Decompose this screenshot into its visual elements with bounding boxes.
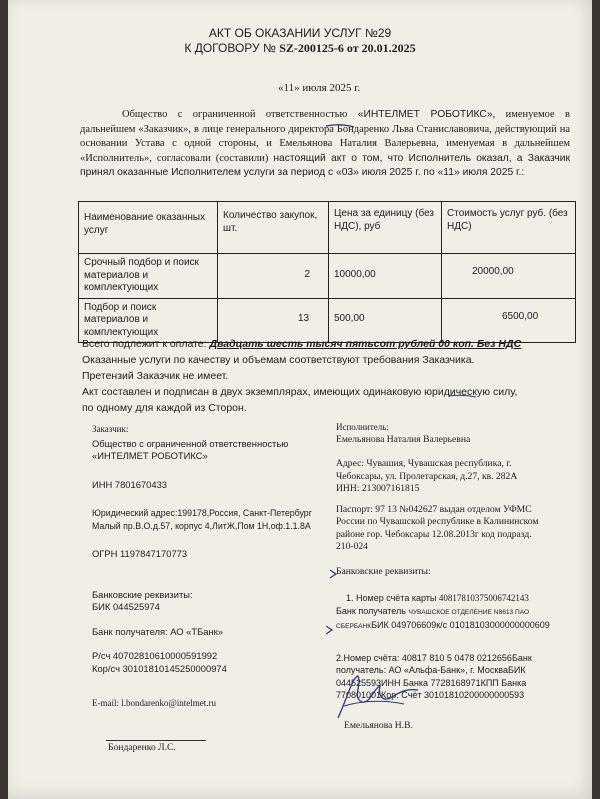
customer-ogrn: ОГРН 1197847170773 bbox=[92, 548, 188, 559]
table-header-cell: Стоимость услуг руб. (без НДС) bbox=[442, 202, 576, 254]
bank-card-line: 1. Номер счёта карты 40817810375006742143 bbox=[346, 593, 529, 603]
customer-recipient: Банк получателя: АО «ТБанк» bbox=[92, 625, 223, 637]
contractor-heading: Исполнитель: bbox=[336, 422, 389, 432]
quality-line: Оказанные услуги по качеству и объемам соответствуют требования Заказчика. bbox=[82, 354, 475, 366]
customer-email: E-mail: l.bondarenko@intelmet.ru bbox=[92, 698, 217, 708]
claims-line: Претензий Заказчик не имеет. bbox=[82, 370, 229, 382]
qty-cell: 2 bbox=[218, 254, 329, 299]
contractor-address: Адрес: Чувашия, Чувашская республика, г. Чебоксары, ул. Пролетарская, д.27, кв. 282А ИНН: 213007161815 bbox=[336, 458, 518, 494]
copies-line: Акт составлен и подписан в двух экземплярах, имеющих одинаковую юридическую силу, по одному для каждой из Сторон. bbox=[82, 386, 518, 414]
doc-date: «11» июля 2025 г. bbox=[278, 82, 361, 94]
qty-cell: 13 bbox=[218, 298, 329, 343]
customer-account: Р/сч 40702810610000591992 bbox=[92, 650, 218, 661]
customer-bik: БИК 044525974 bbox=[92, 601, 160, 612]
customer-bank-heading: Банковские реквизиты: bbox=[92, 588, 193, 600]
total-cell: 20000,00 bbox=[442, 254, 576, 299]
service-name-cell: Срочный подбор и поиск материалов и комплектующих bbox=[79, 254, 218, 299]
contractor-name: Емельянова Наталия Валерьевна bbox=[336, 433, 471, 445]
contractor-signatory: Емельянова Н.В. bbox=[344, 720, 413, 731]
intro-paragraph: Общество с ограниченной ответственностью «ИНТЕЛМЕТ РОБОТИКС», именуемое в дальнейшем «Заказчик», в лице генерального директора Бондаренко Льва Станиславовича, действующий на основании Устава с одной стороны, и Емельянова Наталия Валерьевна, именуемая в дальнейшем «Исполнитель», согласовали (составили) настоящий акт о том, что Исполнитель оказал, а Заказчик принял оказанные Исполнителем услуги за период с «03» июля 2025 г. по «11» июля 2025 г.: bbox=[80, 109, 571, 178]
doc-title: АКТ ОБ ОКАЗАНИИ УСЛУГ №29 bbox=[208, 26, 392, 40]
price-cell: 500,00 bbox=[329, 298, 442, 343]
bank1-line: Банк получатель ЧУВАШСКОЕ ОТДЕЛЕНИЕ N8613 ПАО СБЕРБАНКБИК 049706609к/с 01018103000000000609 bbox=[336, 605, 550, 630]
total-line: Всего подлежит к оплате: Двадцать шесть тысяч пятьсот рублей 00 коп. Без НДС bbox=[82, 338, 522, 350]
customer-corr-account: Кор/сч 30101810145250000974 bbox=[92, 662, 227, 674]
customer-inn: ИНН 7801670433 bbox=[92, 478, 168, 490]
contractor-bank-heading: Банковские реквизиты: bbox=[336, 565, 431, 577]
table-header-cell: Наименование оказанных услуг bbox=[79, 202, 218, 254]
table-header-cell: Цена за единицу (без НДС), руб bbox=[329, 202, 442, 254]
doc-contract: К ДОГОВОРУ № SZ-200125-6 от 20.01.2025 bbox=[184, 41, 416, 55]
table-header-cell: Количество закупок, шт. bbox=[218, 202, 329, 254]
document-sheet bbox=[8, 0, 592, 799]
customer-heading: Заказчик: bbox=[92, 424, 129, 434]
contractor-passport: Паспорт: 97 13 №042627 выдан отделом УФМС России по Чувашской республике в Калининском районе гор. Чебоксары 12.08.2013г код подразд. 210-024 bbox=[336, 503, 539, 552]
customer-address: Юридический адрес:199178,Россия, Санкт-Петербург Малый пр.В.О.д.57, корпус 4,ЛитЖ,Пом 1Н,оф.1.1.8А bbox=[92, 508, 312, 531]
bank2-details: 2.Номер счёта: 40817 810 5 0478 0212656Банк получатель: АО «Альфа-Банк», г. МоскваБИК 044525593ИНН Банка 7728168971КПП Банка 770801001Кор. Счёт 30101810200000000593 bbox=[336, 652, 532, 700]
handwriting-marks bbox=[8, 0, 592, 799]
service-name-cell: Подбор и поиск материалов и комплектующих bbox=[79, 298, 218, 343]
price-cell: 10000,00 bbox=[329, 254, 442, 299]
total-cell: 6500,00 bbox=[442, 298, 576, 343]
customer-name: Общество с ограниченной ответственностью «ИНТЕЛМЕТ РОБОТИКС» bbox=[92, 437, 289, 461]
customer-signatory: Бондаренко Л.С. bbox=[108, 742, 176, 753]
